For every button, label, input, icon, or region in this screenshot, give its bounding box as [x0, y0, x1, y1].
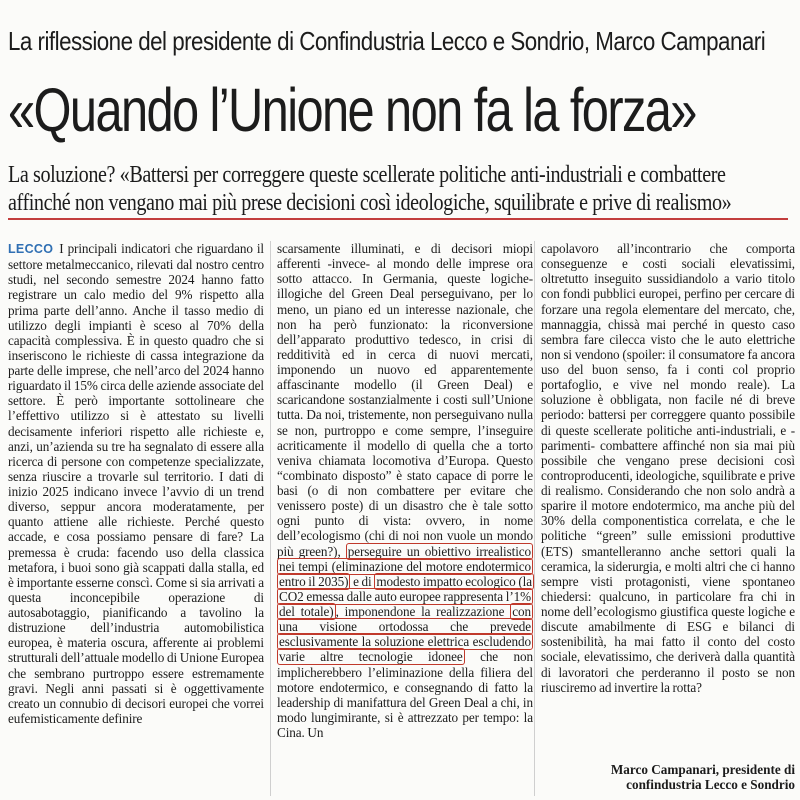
col1-text: I principali indicatori che riguardano il settore metalmeccanico, rilevati dal nostro centro studi, nel secondo semestre 2024 hanno fatto registrare un calo medio del 9% rispetto alla prima parte dell’anno. Anche il tasso medio di utilizzo degli impianti è sceso al 70% della capacità complessiva. È in questo quadro che si inseriscono le richieste di cassa integrazione da parte delle imprese, che nell’arco del 2024 hanno riguardato il 15% circa delle aziende associate del settore. È però importante sottolineare che l’effettivo utilizzo si è attestato su livelli decisamente inferiori rispetto alle richieste e, anzi, un’azienda su tre ha segnalato di essere alla ricerca di persone con competenze specializzate, senza riuscire a trovarle sul territorio. I dati di inizio 2025 indicano invece l’avvio di un trend diverso, seppur ancora moderatamente, per quanto attiene alle richieste. Perché questo accade, e cosa possiamo pensare di fare? La premessa è cruda: facendo uso della classica metafora, i buoi sono già scappati dalla stalla, ed è importante esserne conscì. Come si sia arrivati a questa inconcepibile operazione di autosabotaggio, pianificando a tavolino la distruzione dell’industria automobilistica europea, è materia oscura, afferente ai problemi strutturali dell’attuale modello di Unione Europea che sembrano purtroppo essere estremamente gravi. Negli anni passati si è oggettivamente creato un connubio di decisori europei che vorrei eufemisticamente definire	[8, 241, 264, 726]
deck-red-underline	[8, 218, 788, 220]
col2-text-3: , imponendone la realizzazione	[335, 604, 505, 619]
kicker: La riflessione del presidente di Confindustria Lecco e Sondrio, Marco Campanari	[8, 26, 766, 56]
dateline: LECCO	[8, 242, 54, 256]
signature-line-1: Marco Campanari, presidente di	[610, 762, 795, 777]
col3-text: capolavoro all’incontrario che comporta conseguenze e costi sociali elevatissimi, oltretutto inseguito sussidiandolo a vario titolo con fondi pubblici europei, perfino per cercare di forzare una regola elementare del mercato, che, mannaggia, chissà mai perché in questo caso sembra fare cilecca visto che le auto elettriche non si vendono (spoiler: il consumatore fa ancora uso del buon senso, fa i conti col proprio portafoglio, e vive nel mondo reale). La soluzione è obbligata, non facile né di breve periodo: battersi per correggere quanto possibile di queste scellerate politiche anti-industriali, e -parimenti- combattere affinché non sia mai più possibile che vengano prese decisioni così controproducenti, ideologiche, squilibrate e prive di realismo. Considerando che non solo andrà a sparire il motore endotermico, ma anche più del 30% della componentistica correlata, e che le politiche “green” sulle emissioni produttive (ETS) smantelleranno anche settori quali la ceramica, la siderurgia, e molti altri che ci hanno sempre visti protagonisti, viene spontaneo chiedersi: qualcuno, in particolare fra chi in nome dell’ecologismo giustifica queste logiche e discute amabilmente di ESG e bilanci di sostenibilità, ha mai fatto il conto del costo sociale, elevatissimo, che deriverà dalla quantità di lavoratori che perderanno il posto se non riusciremo ad invertire la rotta?	[541, 241, 795, 695]
body-column-3	[541, 241, 795, 695]
body-column-1	[8, 241, 264, 726]
col2-text-2: e di	[353, 573, 372, 589]
headline: «Quando l’Unione non fa la forza»	[8, 76, 696, 144]
highlight-box-1: perseguire un obiettivo irrealistico nei tempi (eliminazione del motore endotermico entro il 2035)	[279, 543, 532, 589]
deck-line-2: affinché non vengano mai più prese decisioni così ideologiche, squilibrate e prive di realismo»	[8, 190, 732, 216]
signature-line-2: confindustria Lecco e Sondrio	[626, 777, 795, 792]
column-divider	[270, 241, 271, 796]
col2-text-4: che non implicherebbero l’eliminazione della filiera del motore endotermico, e consegnando di fatto la leadership di manifattura del Green Deal a chi, in modo lungimirante, si è attrezzato per tempo: la Cina. Un	[277, 649, 533, 740]
highlight-box-3: con una visione ortodossa che prevede esclusivamente la soluzione elettrica escludendo varie altre tecnologie idonee	[279, 604, 531, 665]
highlight-box-2: modesto impatto ecologico (la CO2 emessa dalle auto europee rappresenta l’1% del totale)	[279, 573, 532, 619]
column-divider	[534, 241, 535, 796]
deck-line-1: La soluzione? «Battersi per correggere queste scellerate politiche anti-industriali e combattere	[8, 162, 726, 188]
body-column-2	[277, 241, 533, 740]
col2-text-1: scarsamente illuminati, e di decisori miopi afferenti -invece- al mondo delle imprese ora sotto attacco. In Germania, queste logiche-illogiche del Green Deal perseguivano, per lo meno, un piano ed un interesse nazionale, che non ha però funzionato: la riconversione dell’apparato produttivo tedesco, in crisi di redditività ed in cerca di nuovi mercati, imponendo un nuovo ed apparentemente affascinante modello (il Green Deal) e scaricandone sostanzialmente i costi sull’Unione tutta. Da noi, tristemente, non perseguivano nulla se non, purtroppo e come sempre, l’inseguire acriticamente il modello di quella che a torto veniva chiamata locomotiva d’Europa. Questo “combinato disposto” è stato capace di porre le basi (o di non combattere per evitare che venissero poste) di un disastro che è tale sotto ogni punto di vista: ovvero, in nome dell’ecologismo (chi di noi non vuole un mondo più green?),	[277, 241, 533, 559]
signature	[541, 762, 795, 792]
